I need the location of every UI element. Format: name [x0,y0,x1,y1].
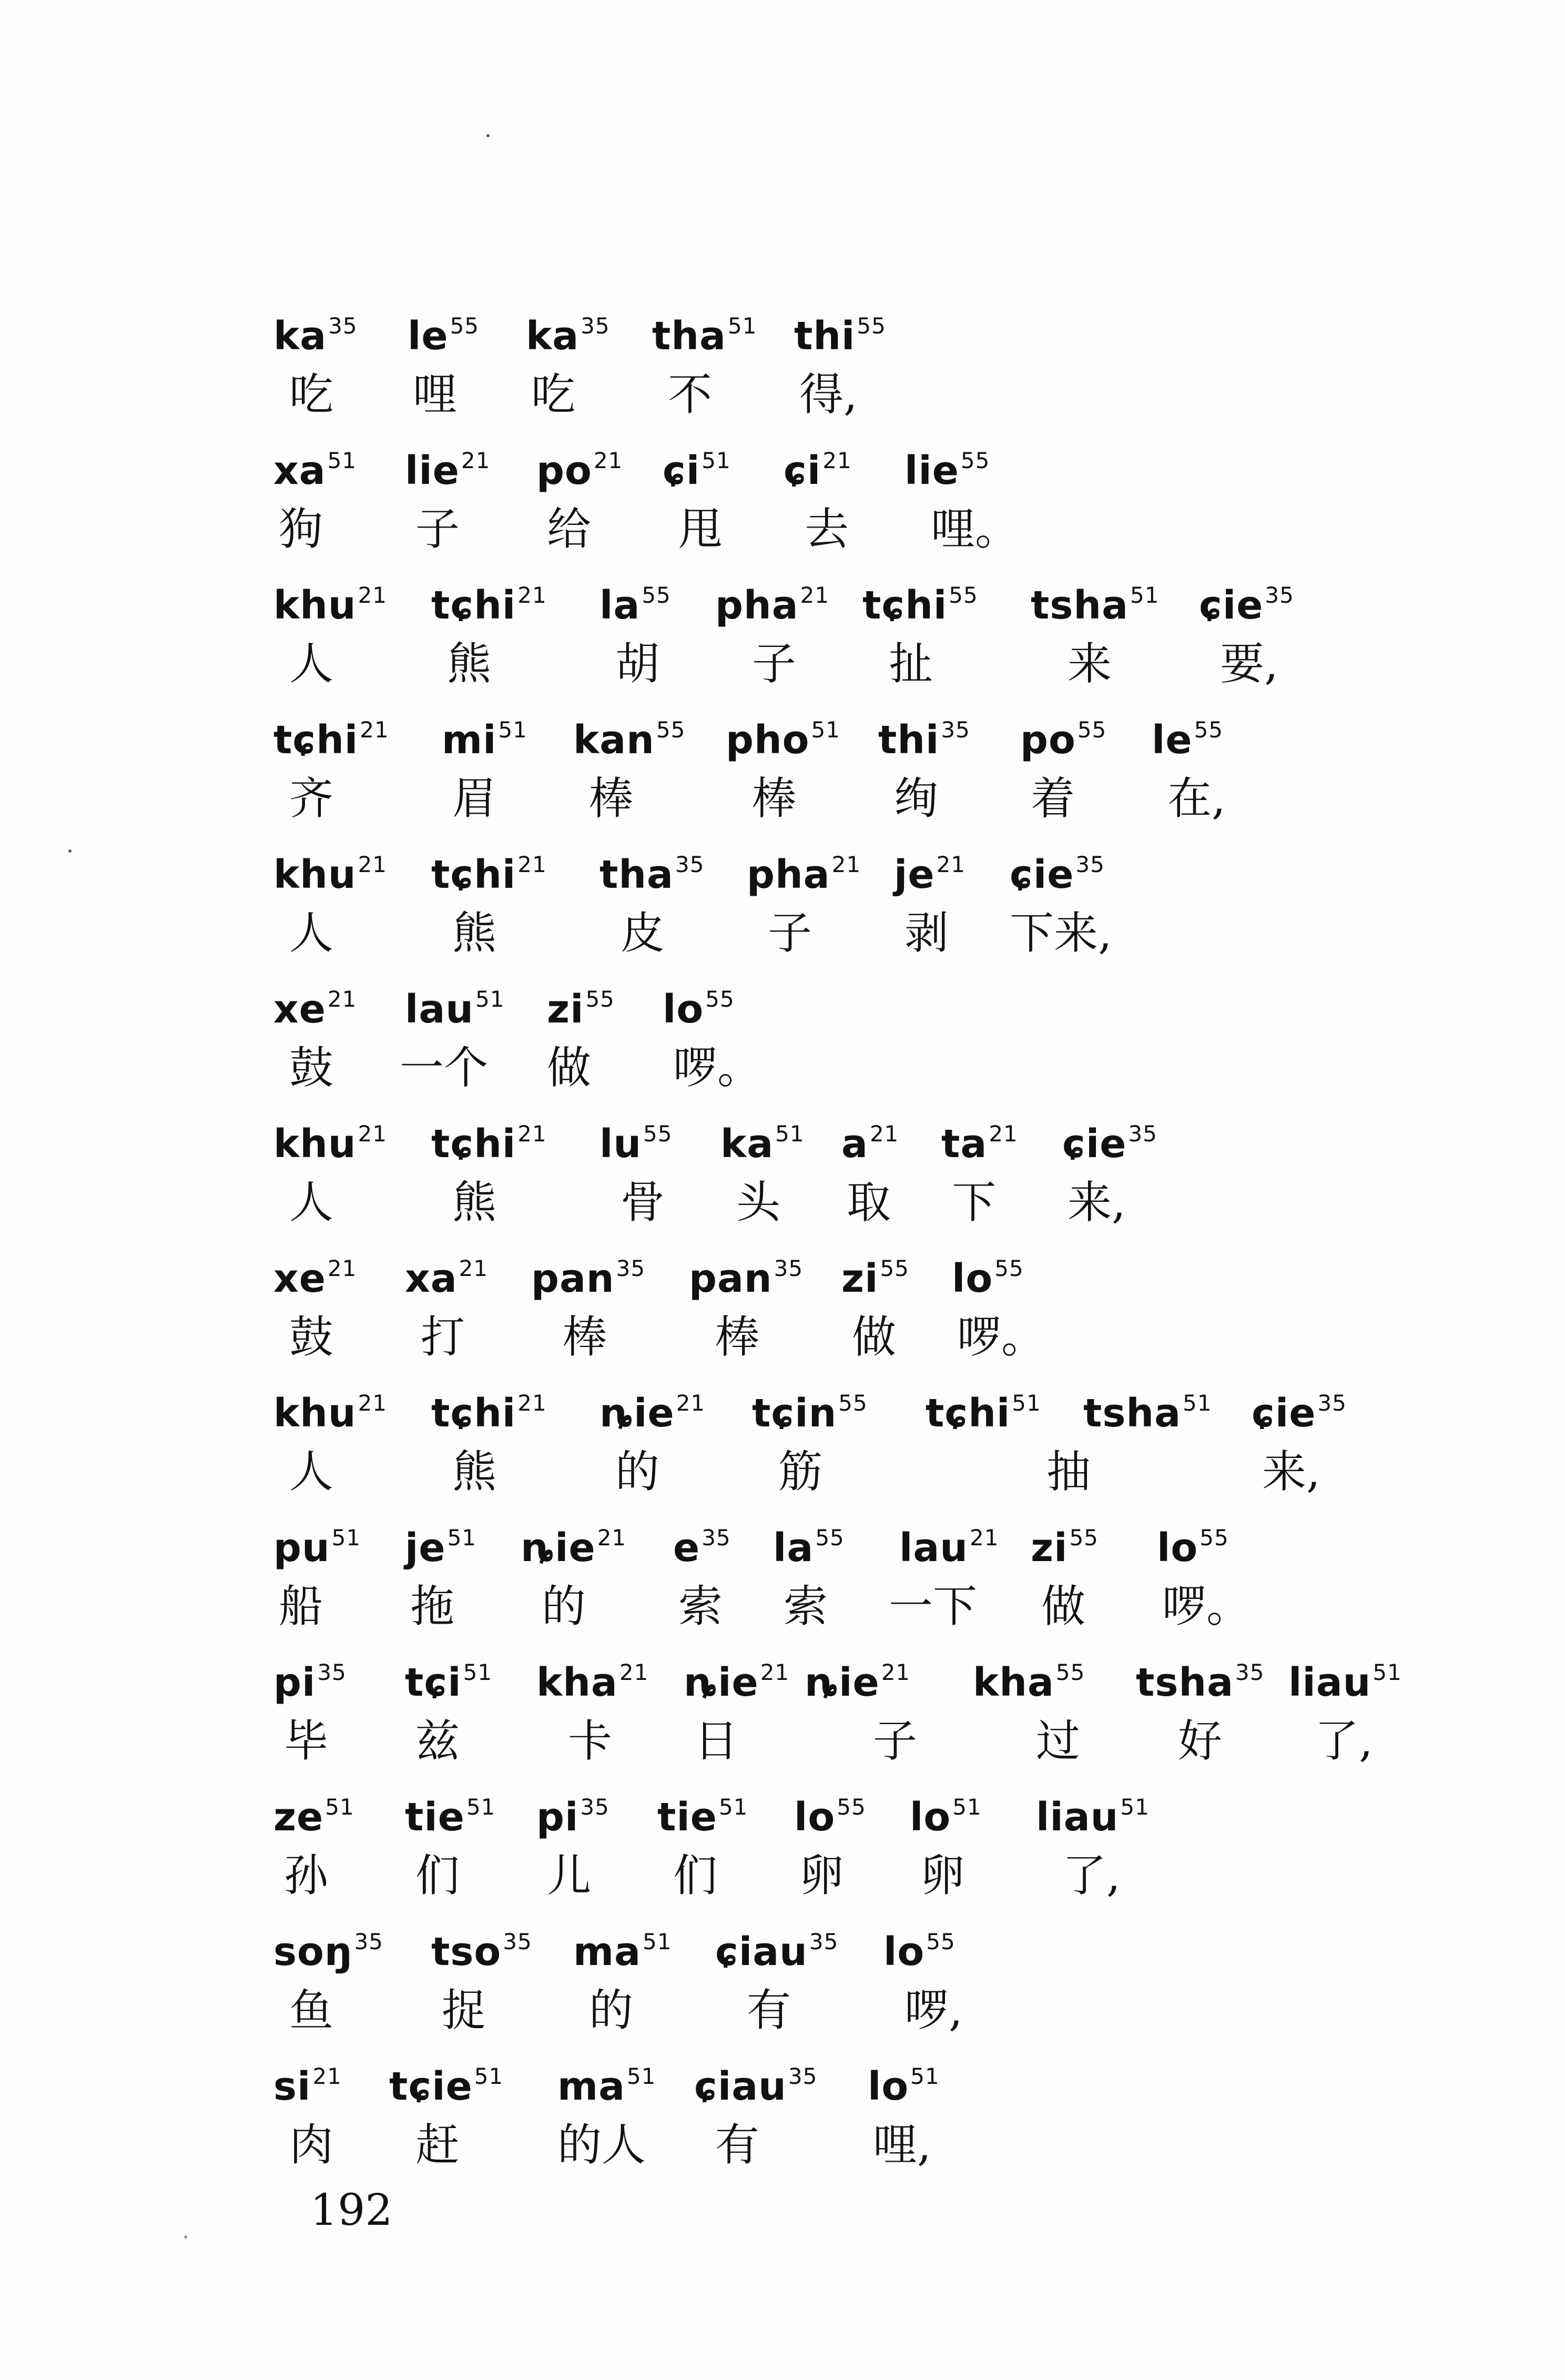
syllable: ɕiau$^{35}$ [694,2063,818,2109]
romanized-line [273,1237,1430,1304]
romanized-line [273,833,1430,900]
syllable: $xa^{21}$ [405,1255,489,1301]
syllable: $lo^{51}$ [910,1794,982,1840]
syllable: ɕi$^{21}$ [784,448,852,493]
gloss-word: 来, [1262,1446,1320,1497]
syllable: liau$^{51}$ [1036,1794,1150,1840]
gloss-word: 的 [542,1581,586,1632]
gloss-word: 有 [747,1984,791,2036]
gloss-word: 抽 [1046,1446,1091,1497]
gloss-word: 啰。 [673,1042,762,1093]
syllable: tsha$^{51}$ [1031,582,1160,628]
syllable: lau$^{21}$ [899,1525,999,1571]
syllable: tɕhi$^{51}$ [926,1390,1041,1436]
syllable: $xe^{21}$ [273,1255,357,1301]
syllable: tɕhi$^{21}$ [431,852,547,897]
syllable: $pi^{35}$ [536,1794,609,1840]
gloss-line [273,362,1430,429]
syllable: thi$^{35}$ [878,717,970,763]
syllable: $po^{21}$ [536,448,623,493]
gloss-word: 来 [1068,638,1112,690]
gloss-word: 绚 [894,773,939,824]
gloss-word: 过 [1036,1715,1081,1767]
syllable: $zi^{55}$ [547,986,615,1032]
syllable: tɕhi$^{55}$ [862,582,978,628]
syllable: $e^{35}$ [673,1525,731,1571]
gloss-word: 齐 [289,773,334,824]
syllable: $zi^{55}$ [1031,1525,1099,1571]
syllable: $xa^{51}$ [273,448,357,493]
syllable: ȵie$^{21}$ [599,1390,706,1436]
syllable: ɕie$^{35}$ [1062,1121,1157,1167]
gloss-word: 熊 [447,638,492,690]
gloss-word: 取 [847,1177,891,1228]
syllable: pho$^{51}$ [726,717,840,763]
romanized-line [273,1506,1430,1574]
gloss-word: 们 [415,1850,460,1901]
gloss-line [273,766,1430,833]
gloss-word: 扯 [889,638,933,690]
romanized-line [273,1910,1430,1978]
gloss-word: 皮 [621,907,665,959]
gloss-word: 了, [1062,1850,1121,1901]
gloss-word: 肉 [289,2119,334,2171]
scan-speck [184,2235,187,2239]
gloss-line [273,2112,1430,2180]
gloss-word: 去 [805,503,849,555]
syllable: pha$^{21}$ [747,852,861,897]
gloss-word: 啰, [905,1984,963,2036]
romanized-line [273,295,1430,362]
syllable: lie$^{55}$ [905,448,990,493]
gloss-word: 人 [289,907,334,959]
gloss-word: 吃 [289,369,334,420]
gloss-word: 拖 [410,1581,455,1632]
gloss-word: 剥 [905,907,949,959]
syllable: tɕin$^{55}$ [752,1390,868,1436]
syllable: tɕhi$^{21}$ [431,582,547,628]
syllable: $pu^{51}$ [273,1525,361,1571]
syllable: tie$^{51}$ [657,1794,748,1840]
gloss-word: 做 [852,1311,897,1363]
syllable: lie$^{21}$ [405,448,491,493]
gloss-word: 棒 [589,773,634,824]
gloss-word: 日 [694,1715,739,1767]
gloss-word: 甩 [678,503,723,555]
syllable: pan$^{35}$ [689,1255,804,1301]
syllable: $a^{21}$ [841,1121,899,1167]
gloss-word: 人 [289,1446,334,1497]
syllable: $ma^{51}$ [573,1929,672,1974]
gloss-word: 哩 [413,369,458,420]
syllable: tɕhi$^{21}$ [273,717,389,763]
gloss-word: 在, [1167,773,1226,824]
gloss-word: 赶 [415,2119,460,2171]
syllable: tha$^{35}$ [599,852,705,897]
syllable: liau$^{51}$ [1288,1659,1402,1705]
gloss-word: 吃 [531,369,576,420]
scan-speck [68,849,72,853]
syllable: tsha$^{35}$ [1136,1659,1265,1705]
gloss-word: 棒 [563,1311,607,1363]
syllable: pha$^{21}$ [715,582,830,628]
gloss-word: 们 [673,1850,718,1901]
syllable: $ma^{51}$ [557,2063,656,2109]
gloss-word: 来, [1068,1177,1126,1228]
romanized-line [273,1776,1430,1843]
gloss-line [273,1035,1430,1102]
syllable: tɕhi$^{21}$ [431,1121,547,1167]
syllable: tɕie$^{51}$ [389,2063,504,2109]
romanized-line [273,1102,1430,1170]
syllable: $ka^{35}$ [273,313,358,359]
gloss-word: 哩。 [931,503,1020,555]
gloss-word: 一下 [889,1581,978,1632]
gloss-word: 子 [415,503,460,555]
syllable: $la^{55}$ [599,582,671,628]
syllable: $ka^{51}$ [720,1121,805,1167]
syllable: $zi^{55}$ [841,1255,909,1301]
gloss-word: 人 [289,638,334,690]
scan-speck [486,134,490,137]
gloss-word: 一个 [400,1042,489,1093]
gloss-word: 着 [1031,773,1075,824]
gloss-line [273,1708,1430,1776]
gloss-word: 啰。 [1162,1581,1251,1632]
syllable: $le^{55}$ [408,313,480,359]
gloss-word: 棒 [752,773,797,824]
syllable: khu$^{21}$ [273,582,388,628]
gloss-word: 棒 [715,1311,760,1363]
gloss-word: 捉 [442,1984,486,2036]
gloss-word: 打 [421,1311,465,1363]
romanized-line [273,1372,1430,1439]
syllable: ɕiau$^{35}$ [715,1929,839,1974]
syllable: $xe^{21}$ [273,986,357,1032]
syllable: khu$^{21}$ [273,1390,388,1436]
syllable: $lo^{51}$ [868,2063,940,2109]
syllable: kan$^{55}$ [573,717,686,763]
romanized-line [273,2045,1430,2112]
syllable: $pi^{35}$ [273,1659,347,1705]
gloss-word: 孙 [284,1850,329,1901]
syllable: $lo^{55}$ [883,1929,956,1974]
syllable: $la^{55}$ [773,1525,845,1571]
syllable: $je^{21}$ [894,852,966,897]
syllable: $je^{51}$ [405,1525,477,1571]
gloss-line [273,631,1430,698]
syllable: ɕie$^{35}$ [1199,582,1294,628]
syllable: ɕie$^{35}$ [1010,852,1105,897]
gloss-word: 给 [547,503,592,555]
syllable: $le^{55}$ [1152,717,1224,763]
syllable: tso$^{35}$ [431,1929,532,1974]
gloss-word: 人 [289,1177,334,1228]
syllable: $po^{55}$ [1020,717,1107,763]
syllable: ȵie$^{21}$ [521,1525,627,1571]
gloss-word: 筋 [778,1446,823,1497]
romanized-line [273,564,1430,631]
syllable: ȵie$^{21}$ [805,1659,911,1705]
syllable: tha$^{51}$ [652,313,757,359]
syllable: soŋ$^{35}$ [273,1929,384,1974]
gloss-word: 船 [279,1581,323,1632]
syllable: ȵie$^{21}$ [684,1659,790,1705]
syllable: $lo^{55}$ [1157,1525,1229,1571]
gloss-word: 胡 [615,638,660,690]
gloss-line [273,900,1430,968]
gloss-word: 骨 [621,1177,665,1228]
gloss-word: 索 [678,1581,723,1632]
gloss-word: 熊 [452,907,497,959]
romanized-line [273,429,1430,497]
syllable: $lo^{55}$ [794,1794,866,1840]
syllable: lau$^{51}$ [405,986,505,1032]
gloss-word: 熊 [452,1177,497,1228]
syllable: khu$^{21}$ [273,1121,388,1167]
gloss-word: 鱼 [289,1984,334,2036]
syllable: ɕie$^{35}$ [1252,1390,1347,1436]
syllable: $ze^{51}$ [273,1794,354,1840]
text-body [273,295,1430,2180]
syllable: tɕi$^{51}$ [405,1659,493,1705]
gloss-word: 好 [1178,1715,1223,1767]
gloss-word: 做 [547,1042,592,1093]
syllable: $mi^{51}$ [442,717,527,763]
gloss-word: 下来, [1010,907,1112,959]
syllable: thi$^{55}$ [794,313,886,359]
gloss-line [273,1574,1430,1641]
gloss-word: 毕 [284,1715,329,1767]
gloss-word: 子 [752,638,797,690]
gloss-word: 的 [589,1984,634,2036]
gloss-line [273,1170,1430,1237]
gloss-word: 索 [784,1581,828,1632]
gloss-line [273,1978,1430,2045]
gloss-word: 做 [1041,1581,1086,1632]
gloss-word: 儿 [547,1850,592,1901]
gloss-word: 了, [1315,1715,1373,1767]
romanized-line [273,968,1430,1035]
gloss-word: 不 [668,369,713,420]
syllable: $lu^{55}$ [599,1121,673,1167]
gloss-word: 头 [736,1177,781,1228]
gloss-word: 的人 [557,2119,646,2171]
syllable: $ka^{35}$ [526,313,610,359]
gloss-line [273,497,1430,564]
gloss-word: 狗 [279,503,323,555]
gloss-word: 哩, [873,2119,931,2171]
romanized-line [273,1641,1430,1708]
syllable: $lo^{55}$ [952,1255,1024,1301]
gloss-word: 子 [873,1715,918,1767]
gloss-word: 的 [615,1446,660,1497]
syllable: tie$^{51}$ [405,1794,496,1840]
gloss-word: 要, [1220,638,1278,690]
gloss-line [273,1304,1430,1372]
gloss-word: 兹 [415,1715,460,1767]
syllable: khu$^{21}$ [273,852,388,897]
syllable: tsha$^{51}$ [1083,1390,1212,1436]
gloss-word: 子 [768,907,812,959]
gloss-line [273,1843,1430,1910]
syllable: kha$^{55}$ [973,1659,1085,1705]
syllable: tɕhi$^{21}$ [431,1390,547,1436]
gloss-word: 有 [715,2119,760,2171]
gloss-word: 卵 [799,1850,844,1901]
gloss-word: 熊 [452,1446,497,1497]
syllable: pan$^{35}$ [531,1255,646,1301]
gloss-word: 卵 [920,1850,965,1901]
syllable: $lo^{55}$ [663,986,735,1032]
gloss-word: 眉 [452,773,497,824]
syllable: kha$^{21}$ [536,1659,649,1705]
gloss-word: 卡 [568,1715,613,1767]
syllable: $si^{21}$ [273,2063,342,2109]
gloss-word: 鼓 [289,1311,334,1363]
syllable: ɕi$^{51}$ [663,448,731,493]
gloss-word: 啰。 [957,1311,1046,1363]
gloss-word: 鼓 [289,1042,334,1093]
gloss-word: 得, [799,369,858,420]
page-number: 192 [310,2185,393,2235]
syllable: $ta^{21}$ [941,1121,1018,1167]
gloss-line [273,1439,1430,1506]
gloss-word: 下 [952,1177,997,1228]
romanized-line [273,698,1430,766]
